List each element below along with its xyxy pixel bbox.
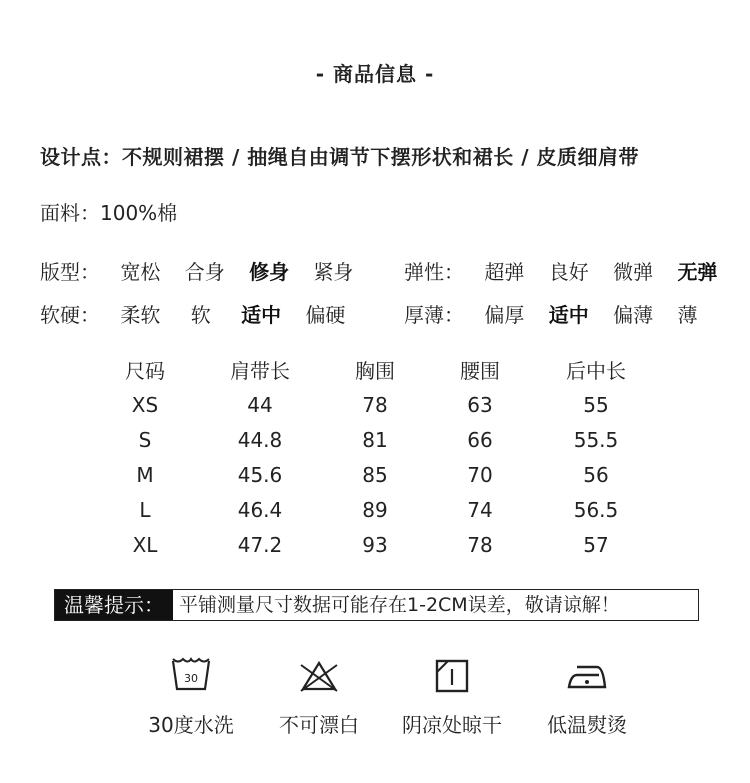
thickness-option: 偏薄: [613, 303, 654, 327]
table-row: [100, 387, 652, 422]
table-row: [100, 457, 652, 492]
cell-strap: 46.4: [237, 497, 283, 522]
care-label: 不可漂白: [279, 713, 359, 737]
fabric-info: 面料：100%棉: [40, 201, 178, 225]
elasticity-option: 微弹: [613, 260, 654, 284]
low-iron-icon: [563, 655, 611, 695]
wash-temp-text: 30: [184, 672, 198, 685]
header-size: 尺码: [125, 359, 165, 383]
cell-size: S: [138, 427, 152, 452]
shade-dry-icon: [430, 655, 474, 695]
care-item-wash: [131, 655, 251, 738]
table-row: [100, 527, 652, 562]
care-item-iron: [527, 655, 647, 738]
elasticity-row: [404, 256, 717, 285]
care-item-dry: [392, 655, 512, 738]
cell-waist: 70: [467, 462, 493, 487]
cell-back-length: 56.5: [573, 497, 619, 522]
elasticity-label: 弹性：: [404, 260, 464, 284]
tip-text: 平铺测量尺寸数据可能存在1-2CM误差，敬请谅解！: [179, 594, 620, 616]
table-row: [100, 492, 652, 527]
care-label: 阴凉处晾干: [402, 713, 502, 737]
cell-waist: 63: [467, 392, 493, 417]
cell-back-length: 55.5: [573, 427, 619, 452]
cell-bust: 85: [362, 462, 388, 487]
fit-option: 宽松: [120, 260, 161, 284]
fit-option-selected: 修身: [249, 260, 290, 284]
cell-size: XL: [132, 532, 158, 557]
thickness-option: 偏厚: [484, 303, 525, 327]
cell-size: M: [136, 462, 154, 487]
hardness-option: 柔软: [120, 303, 161, 327]
cell-bust: 89: [362, 497, 388, 522]
care-label: 30度水洗: [148, 713, 234, 737]
thickness-row: [404, 299, 697, 328]
hardness-option: 软: [190, 303, 211, 327]
hardness-option-selected: 适中: [241, 303, 282, 327]
no-bleach-icon: [297, 655, 341, 695]
header-waist: 腰围: [460, 359, 500, 383]
hardness-option: 偏硬: [305, 303, 346, 327]
hardness-row: [40, 299, 363, 328]
thickness-option: 薄: [677, 303, 698, 327]
thickness-label: 厚薄：: [404, 303, 464, 327]
cell-back-length: 57: [583, 532, 609, 557]
design-points: 设计点：不规则裙摆 / 抽绳自由调节下摆形状和裙长 / 皮质细肩带: [40, 145, 639, 169]
cell-back-length: 55: [583, 392, 609, 417]
elasticity-option: 超弹: [484, 260, 525, 284]
cell-strap: 44: [247, 392, 273, 417]
header-bust: 胸围: [355, 359, 395, 383]
cell-bust: 93: [362, 532, 388, 557]
cell-size: L: [139, 497, 151, 522]
elasticity-option-selected: 无弹: [677, 260, 718, 284]
table-row: [100, 422, 652, 457]
wash-30-icon: [169, 655, 213, 695]
care-label: 低温熨烫: [547, 713, 627, 737]
fit-row: [40, 256, 371, 285]
care-item-bleach: [259, 655, 379, 738]
tip-banner: [54, 589, 699, 621]
section-title: - 商品信息 -: [315, 62, 435, 86]
cell-waist: 78: [467, 532, 493, 557]
thickness-option-selected: 适中: [548, 303, 589, 327]
header-strap: 肩带长: [230, 359, 290, 383]
cell-waist: 74: [467, 497, 493, 522]
cell-strap: 44.8: [237, 427, 283, 452]
cell-bust: 81: [362, 427, 388, 452]
hardness-label: 软硬：: [40, 303, 100, 327]
fit-label: 版型：: [40, 260, 100, 284]
header-back-length: 后中长: [566, 359, 626, 383]
cell-strap: 47.2: [237, 532, 283, 557]
cell-size: XS: [131, 392, 159, 417]
cell-strap: 45.6: [237, 462, 283, 487]
elasticity-option: 良好: [548, 260, 589, 284]
fit-option: 紧身: [313, 260, 354, 284]
cell-waist: 66: [467, 427, 493, 452]
size-table-header: [100, 352, 652, 387]
tip-label: 温馨提示：: [55, 590, 173, 620]
cell-bust: 78: [362, 392, 388, 417]
fit-option: 合身: [184, 260, 225, 284]
size-table: [100, 352, 652, 562]
cell-back-length: 56: [583, 462, 609, 487]
